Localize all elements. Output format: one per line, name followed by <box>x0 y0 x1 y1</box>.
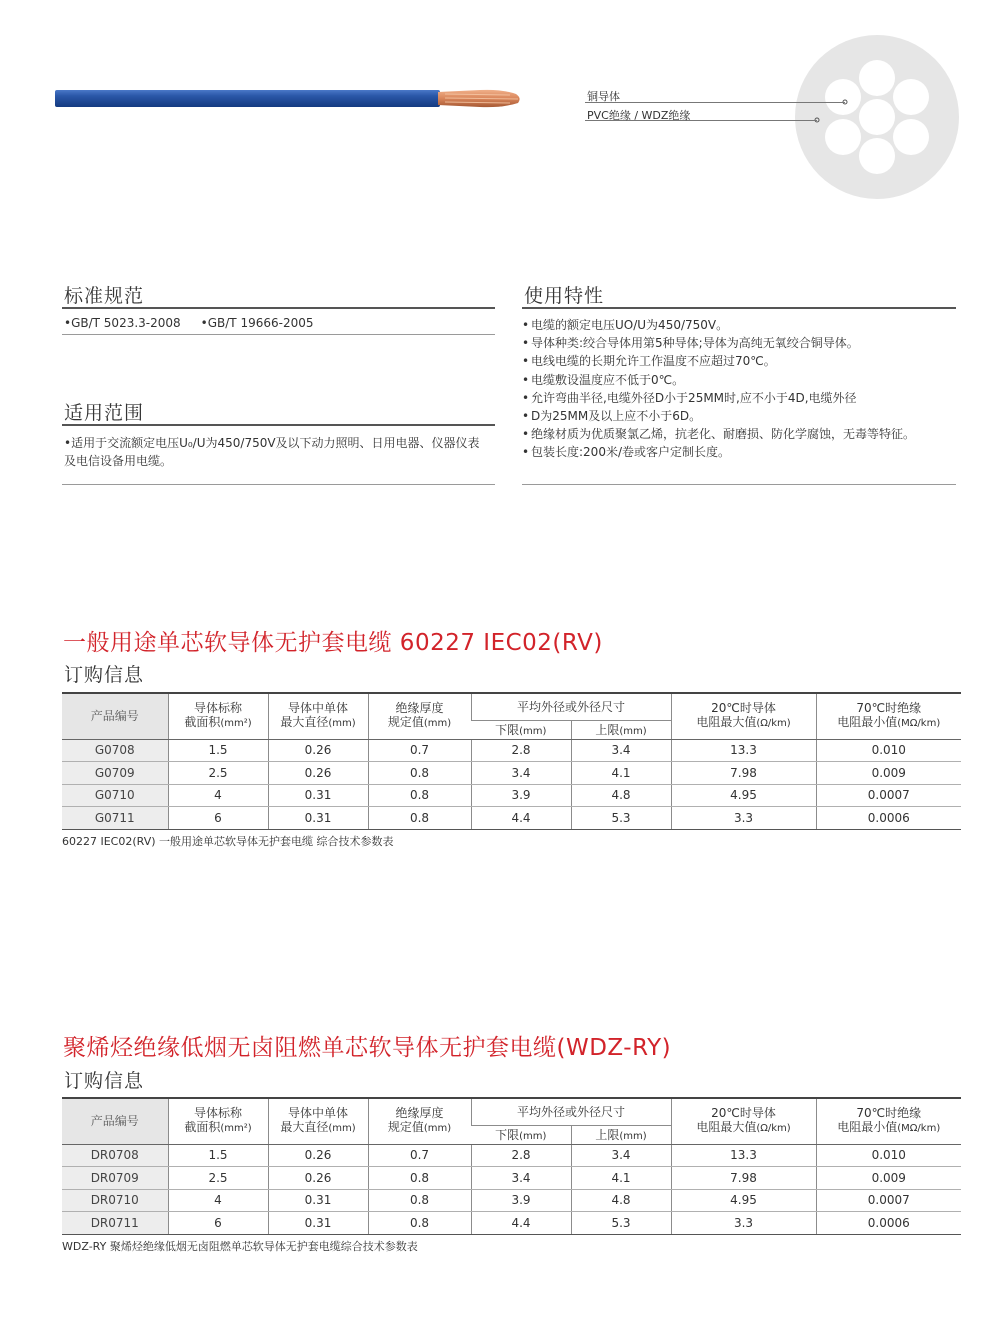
header-text: (MΩ/km) <box>897 718 941 730</box>
table-cell: 0.010 <box>816 1144 961 1167</box>
table-cell: 6 <box>168 1212 268 1235</box>
table-cell: 2.8 <box>471 1144 571 1167</box>
insulation-sheath <box>55 90 440 107</box>
table-cell: 2.5 <box>168 762 268 785</box>
table-cell: 4 <box>168 784 268 807</box>
table-cell: 0.26 <box>268 1144 368 1167</box>
header-text: 截面积 <box>184 1120 221 1135</box>
table2-caption: WDZ-RY 聚烯烃绝缘低烟无卤阻燃单芯软导体无护套电缆综合技术参数表 <box>62 1240 418 1253</box>
table-cell: 0.31 <box>268 807 368 830</box>
table-cell: 5.3 <box>571 807 671 830</box>
header-text: 规定值 <box>387 715 424 730</box>
header-text: 导体中单体 <box>287 1106 348 1121</box>
header-text: (mm) <box>328 718 356 730</box>
header-text: 上限 <box>595 723 620 737</box>
table1-subtitle: 订购信息 <box>64 664 145 686</box>
table-cell: 4.4 <box>471 1212 571 1235</box>
table-cell: DR0709 <box>62 1167 168 1190</box>
standards-rule <box>62 307 495 309</box>
header-wire-diameter <box>268 693 368 739</box>
header-insulation-thickness <box>368 1098 471 1144</box>
header-text: 下限 <box>495 1128 520 1142</box>
table-cell: 4.95 <box>671 1189 816 1212</box>
table-cell: 6 <box>168 807 268 830</box>
table-cell: 3.4 <box>471 1167 571 1190</box>
header-text: 绝缘厚度 <box>395 1106 444 1121</box>
header-text: 绝缘厚度 <box>395 701 444 716</box>
table-row <box>62 1189 961 1212</box>
header-text: 截面积 <box>184 715 221 730</box>
table-cell: G0710 <box>62 784 168 807</box>
table-row <box>62 762 961 785</box>
header-product-code: 产品编号 <box>62 693 168 739</box>
header-text: 最大直径 <box>280 1120 329 1135</box>
callout-conductor-label: 铜导体 <box>587 90 620 103</box>
table-cell: 0.8 <box>368 807 471 830</box>
table-cell: DR0708 <box>62 1144 168 1167</box>
table-cell: 0.0007 <box>816 1189 961 1212</box>
standard-item: •GB/T 19666-2005 <box>200 316 314 330</box>
table-cell: 5.3 <box>571 1212 671 1235</box>
table-row <box>62 1212 961 1235</box>
header-text: 最大直径 <box>280 715 329 730</box>
header-text: (Ω/km) <box>756 718 791 730</box>
table-cell: 0.7 <box>368 1144 471 1167</box>
usage-title: 使用特性 <box>524 285 605 307</box>
header-text: (mm) <box>619 1131 647 1142</box>
table-cell: 0.7 <box>368 739 471 762</box>
table-cell: 0.0006 <box>816 807 961 830</box>
scope-title: 适用范围 <box>64 402 145 424</box>
header-text: 下限 <box>495 723 520 737</box>
table-cell: 4.1 <box>571 762 671 785</box>
table-cell: 3.9 <box>471 1189 571 1212</box>
table-cell: 1.5 <box>168 739 268 762</box>
table-row <box>62 1144 961 1167</box>
table-row <box>62 739 961 762</box>
table-cell: DR0710 <box>62 1189 168 1212</box>
table-cell: 0.0007 <box>816 784 961 807</box>
table-cell: 3.3 <box>671 1212 816 1235</box>
header-text: 20℃时导体 <box>711 1106 776 1121</box>
table-cell: G0711 <box>62 807 168 830</box>
header-conductor-resistance <box>671 1098 816 1144</box>
header-insulation-thickness <box>368 693 471 739</box>
header-text: (Ω/km) <box>756 1123 791 1135</box>
scope-text: •适用于交流额定电压U₀/U为450/750V及以下动力照明、日用电器、仪器仪表及电信设备用电缆。 <box>64 436 480 468</box>
table-cell: 4 <box>168 1189 268 1212</box>
usage-bottom-rule <box>522 484 956 485</box>
header-text: 上限 <box>595 1128 620 1142</box>
header-text: (mm) <box>423 718 452 730</box>
table-cell: 0.009 <box>816 762 961 785</box>
header-text: 70℃时绝缘 <box>856 1106 922 1121</box>
table-cell: 0.31 <box>268 784 368 807</box>
callout-insulation-label: PVC绝缘 / WDZ绝缘 <box>587 109 691 122</box>
header-text: (mm) <box>519 726 547 737</box>
table-row <box>62 807 961 830</box>
table-cell: 4.1 <box>571 1167 671 1190</box>
table-cell: 13.3 <box>671 1144 816 1167</box>
standards-title: 标准规范 <box>64 285 145 307</box>
header-text: 导体中单体 <box>287 701 348 716</box>
usage-item: • 导体种类:绞合导体用第5种导体;导体为高纯无氧绞合铜导体。 <box>522 334 952 352</box>
table1-title: 一般用途单芯软导体无护套电缆 60227 IEC02(RV) <box>63 630 603 656</box>
usage-list <box>522 316 952 462</box>
table-cell: 3.4 <box>571 1144 671 1167</box>
header-wire-diameter <box>268 1098 368 1144</box>
cross-section-illustration <box>770 20 1000 200</box>
callout-line-conductor <box>585 102 845 103</box>
table-cell: DR0711 <box>62 1212 168 1235</box>
table-cell: 4.95 <box>671 784 816 807</box>
header-insulation-resistance <box>816 693 961 739</box>
usage-item: • 绝缘材质为优质聚氯乙烯，抗老化、耐磨损、防化学腐蚀，无毒等特征。 <box>522 425 952 443</box>
header-text: (mm) <box>328 1123 356 1135</box>
header-cross-section <box>168 693 268 739</box>
header-text: 20℃时导体 <box>711 701 776 716</box>
header-text: 电阻最大值 <box>696 715 757 730</box>
usage-item: • 电缆的额定电压UO/U为450/750V。 <box>522 316 952 334</box>
table-cell: G0709 <box>62 762 168 785</box>
header-upper-limit <box>571 1125 671 1144</box>
header-text: 70℃时绝缘 <box>856 701 922 716</box>
header-lower-limit <box>471 1125 571 1144</box>
table-cell: 3.4 <box>471 762 571 785</box>
usage-item: • D为25MM及以上应不小于6D。 <box>522 407 952 425</box>
table1-spec-table <box>62 692 961 830</box>
table-cell: G0708 <box>62 739 168 762</box>
table-cell: 0.31 <box>268 1189 368 1212</box>
scope-bottom-rule <box>62 484 495 485</box>
table-cell: 0.8 <box>368 784 471 807</box>
standard-item: •GB/T 5023.3-2008 <box>64 316 181 330</box>
header-text: (MΩ/km) <box>897 1123 941 1135</box>
header-cross-section <box>168 1098 268 1144</box>
table-cell: 4.8 <box>571 1189 671 1212</box>
header-insulation-resistance <box>816 1098 961 1144</box>
header-text: (mm²) <box>220 1123 252 1135</box>
header-upper-limit <box>571 720 671 739</box>
table-cell: 0.8 <box>368 1189 471 1212</box>
table-cell: 0.009 <box>816 1167 961 1190</box>
table-cell: 1.5 <box>168 1144 268 1167</box>
table-cell: 3.3 <box>671 807 816 830</box>
header-conductor-resistance <box>671 693 816 739</box>
table-row <box>62 1167 961 1190</box>
header-text: 导体标称 <box>193 701 242 716</box>
header-text: 规定值 <box>387 1120 424 1135</box>
table-cell: 3.4 <box>571 739 671 762</box>
header-text: (mm) <box>423 1123 452 1135</box>
table-cell: 0.26 <box>268 739 368 762</box>
table-cell: 4.8 <box>571 784 671 807</box>
table-row <box>62 784 961 807</box>
table-cell: 13.3 <box>671 739 816 762</box>
header-outer-diameter: 平均外径或外径尺寸 <box>471 693 671 720</box>
header-text: (mm) <box>519 1131 547 1142</box>
header-lower-limit <box>471 720 571 739</box>
table1-caption: 60227 IEC02(RV) 一般用途单芯软导体无护套电缆 综合技术参数表 <box>62 835 394 848</box>
header-text: (mm) <box>619 726 647 737</box>
header-text: 电阻最小值 <box>837 715 898 730</box>
standards-bottom-rule <box>62 334 495 335</box>
header-text: 导体标称 <box>193 1106 242 1121</box>
standards-list <box>64 314 494 332</box>
table-cell: 0.0006 <box>816 1212 961 1235</box>
table-cell: 0.8 <box>368 1212 471 1235</box>
table-cell: 0.8 <box>368 1167 471 1190</box>
header-text: 电阻最小值 <box>837 1120 898 1135</box>
table-cell: 0.010 <box>816 739 961 762</box>
table-cell: 2.5 <box>168 1167 268 1190</box>
table-cell: 3.9 <box>471 784 571 807</box>
header-text: 电阻最大值 <box>696 1120 757 1135</box>
table-cell: 7.98 <box>671 762 816 785</box>
table2-spec-table <box>62 1097 961 1235</box>
table-cell: 7.98 <box>671 1167 816 1190</box>
usage-item: • 包装长度:200米/卷或客户定制长度。 <box>522 443 952 461</box>
table-cell: 0.26 <box>268 762 368 785</box>
table-cell: 0.31 <box>268 1212 368 1235</box>
scope-rule <box>62 424 495 426</box>
table-cell: 0.8 <box>368 762 471 785</box>
table-cell: 4.4 <box>471 807 571 830</box>
usage-item: • 电线电缆的长期允许工作温度不应超过70℃。 <box>522 352 952 370</box>
usage-rule <box>522 307 956 309</box>
table2-title: 聚烯烃绝缘低烟无卤阻燃单芯软导体无护套电缆(WDZ-RY) <box>63 1035 672 1061</box>
header-product-code: 产品编号 <box>62 1098 168 1144</box>
usage-item: • 电缆敷设温度应不低于0℃。 <box>522 371 952 389</box>
table-cell: 2.8 <box>471 739 571 762</box>
usage-item: • 允许弯曲半径,电缆外径D小于25MM时,应不小于4D,电缆外径 <box>522 389 952 407</box>
table-cell: 0.26 <box>268 1167 368 1190</box>
cable-illustration <box>40 70 540 130</box>
table2-subtitle: 订购信息 <box>64 1070 145 1092</box>
header-outer-diameter: 平均外径或外径尺寸 <box>471 1098 671 1125</box>
header-text: (mm²) <box>220 718 252 730</box>
